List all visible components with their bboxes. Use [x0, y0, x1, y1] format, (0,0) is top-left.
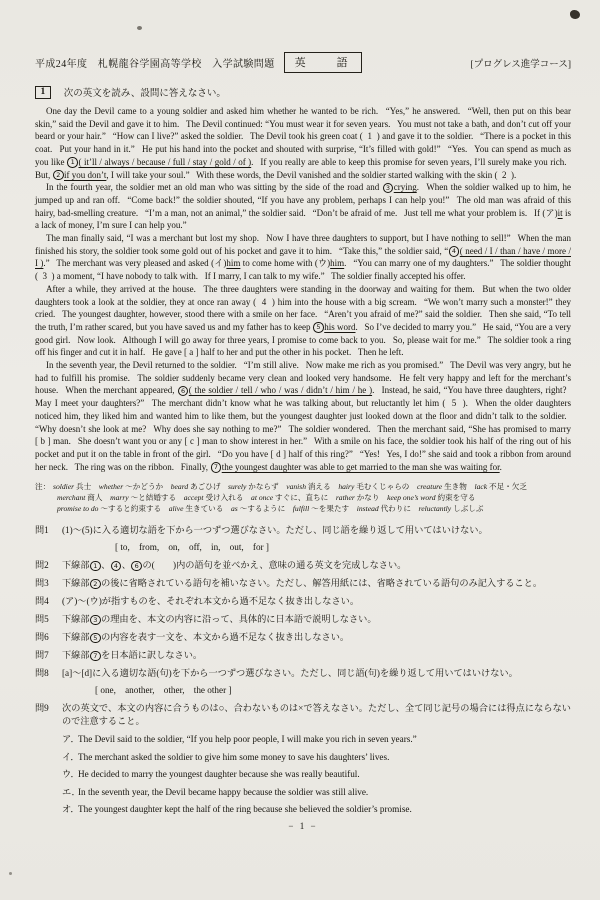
- question-8: [35, 667, 571, 680]
- question-text: 下線部 5 の内容を表す一文を、本文から過不足なく抜き出しなさい。: [62, 632, 350, 643]
- statement-text: In the seventh year, the Devil became happy because the soldier was still alive.: [78, 786, 369, 797]
- question-text: 下線部 1 、 4 、 6 の( )内の語句を並べかえ、意味の通る英文を完成しなさい。: [62, 560, 407, 571]
- passage-paragraph: In the seventh year, the Devil returned to the soldier. “I’m still alive. Now make me rich as you promised.” The Devil was very angry, but he had to fulfill his promise. The soldier suddenly became very clean and looked very handsome. He felt very happy and left for the merchant’s house. When the merchant appeared, 6 ( the soldier / tell / who / was / didn’t / him / he ). Instead, he said, “You have three daughters, right? May I meet your daughters?” The merchant didn’t know what he was talking about, but reluctantly let him ( 5 ). When the older daughters noticed him, they liked him and wanted him to like them, but the youngest daughter just looked down at the floor and didn’t talk to the soldier. “Why doesn’t she look at me? Why does she say nothing to me?” The soldier wondered. Then the merchant said, “She has promised to marry [ b ] man. She doesn’t want you or any [ c ] man to show interest in her.” With a smile on his face, the soldier took his half of the ring out of his pocket and put it on the table in front of the girl. “Do you have [ d ] half of this ring?” “Yes! Yes, I do!” she said and took a ribbon from around her neck. The ring was on the ribbon. Finally, 7 the youngest daughter was able to get married to the man she was waiting for.: [35, 360, 571, 472]
- notes-line: soldier 兵士 whether ～かどうか beard あごひげ surely かならず vanish 消える hairy 毛むくじゃらの creature 生き物 lack 不足・欠乏: [53, 482, 527, 492]
- subject-box: 英 語: [284, 52, 362, 73]
- statement-row: [35, 803, 571, 816]
- question-label: 問7: [35, 650, 49, 661]
- question-text: 下線部 2 の後に省略されている語句を補いなさい。ただし、解答用紙には、省略されている語句のみ記入すること。: [62, 578, 543, 589]
- header: [35, 52, 571, 73]
- section-number-box: 1: [35, 86, 51, 99]
- question-text: 下線部 3 の理由を、本文の内容に沿って、具体的に日本語で説明しなさい。: [62, 614, 377, 625]
- notes-line: promise to do ～すると約束する alive 生きている as ～するように fulfill ～を果たす instead 代わりに reluctantly しぶしぶ: [57, 504, 484, 514]
- notes-label: 注：: [35, 482, 51, 492]
- question-1-choices: [ to, from, on, off, in, out, for ]: [115, 542, 269, 553]
- page-content: [35, 0, 571, 831]
- question-5: [35, 613, 571, 626]
- question-text: 下線部 7 を日本語に訳しなさい。: [62, 650, 203, 661]
- question-6: [35, 631, 571, 644]
- question-label: 問6: [35, 632, 49, 643]
- statement-row: [35, 733, 571, 746]
- statement-row: [35, 768, 571, 781]
- question-9-statements: [35, 733, 571, 816]
- statement-label: ウ．: [62, 769, 80, 780]
- statement-label: ア．: [62, 734, 80, 745]
- question-label: 問8: [35, 668, 49, 679]
- question-label: 問9: [35, 703, 49, 714]
- question-label: 問3: [35, 578, 49, 589]
- section-heading: [35, 85, 571, 99]
- statement-text: The merchant asked the soldier to give him some money to save his daughters’ lives.: [78, 751, 390, 762]
- statement-text: The youngest daughter kept the half of the ring because she believed the soldier’s promise.: [78, 804, 412, 815]
- question-label: 問2: [35, 560, 49, 571]
- question-4: [35, 595, 571, 608]
- scan-artifact: [9, 872, 12, 875]
- notes-lines: [53, 482, 571, 515]
- statement-row: [35, 751, 571, 764]
- statement-text: The Devil said to the soldier, “If you help poor people, I will make you rich in seven years.”: [78, 734, 417, 745]
- question-7: [35, 649, 571, 662]
- question-label: 問5: [35, 614, 49, 625]
- scan-artifact: [570, 10, 580, 19]
- exam-title: 平成24年度 札幌龍谷学園高等学校 入学試験問題: [35, 59, 275, 70]
- statement-label: オ．: [62, 804, 80, 815]
- question-text: (ア)～(ウ)が指すものを、それぞれ本文から過不足なく抜き出しなさい。: [62, 596, 360, 607]
- questions-section: [35, 524, 571, 816]
- question-text: 次の英文で、本文の内容に合うものは○、合わないものは×で答えなさい。ただし、全て同じ記号の場合には得点にならないので注意すること。: [62, 703, 571, 727]
- question-label: 問1: [35, 525, 49, 536]
- vocabulary-notes: [35, 482, 571, 515]
- question-1: [35, 524, 571, 537]
- statement-text: He decided to marry the youngest daughter because she was really beautiful.: [78, 769, 360, 780]
- statement-label: イ．: [62, 751, 80, 762]
- passage-paragraph: One day the Devil came to a young soldier and asked him whether he wanted to be rich. “Yes,” he answered. “Well, then put on this bear skin,” said the Devil and gave it to him. The Devil continued: “You must wear it for seven years. You must not take a bath, and don’t cut off your beard or your hair.” “How can I live?” asked the soldier. The Devil took his green coat ( 1 ) and gave it to the soldier. “There is a pocket in this coat. Put your hand in it.” He put his hand into the pocket and shouted with surprise, “It’s filled with gold!” “Yes. You can spend as much as you like 1 ( it’ll / always / because / full / stay / gold / of ). If you really are able to keep this promise for seven years, I’ll surely make you rich. But, 2 if you don’t, I will take your soul.” With these words, the Devil vanished and the soldier started walking with the skin ( 2 ).: [35, 106, 571, 180]
- section-instruction: 次の英文を読み、設問に答えなさい。: [63, 89, 226, 99]
- passage-paragraph: The man finally said, “I was a merchant but lost my shop. Now I have three daughters to support, but I have nothing to sell!” When the man finished his story, the soldier took some gold out of his pocket and gave it to him. “Take this,” the soldier said, “ 4 ( need / I / than / have / more / I ).” The merchant was very pleased and asked (イ)him to come home with (ウ)him. “You can marry one of my daughters.” The soldier thought ( 3 ) a moment, “I have nobody to talk with. If I marry, I can talk to my wife.” The soldier finally accepted his offer.: [35, 233, 572, 282]
- question-3: [35, 577, 571, 590]
- question-8-choices: [ one, another, other, the other ]: [95, 685, 232, 696]
- statement-label: エ．: [62, 786, 81, 797]
- passage-paragraph: In the fourth year, the soldier met an old man who was sitting by the side of the road and 3 crying. When the soldier walked up to him, he jumped up and ran off. “Come back!” the soldier shouted, “If you have any problem, perhaps I can help you!” The old man was afraid of this hairy, bad-smelling creature. “I’m a man, not an animal,” the soldier said. “Don’t be afraid of me. Just tell me what your problem is. If (ア)it is a lack of money, I’m sure I can help you.”: [35, 182, 572, 231]
- course-label: [プログレス進学コース]: [470, 59, 571, 70]
- question-2: [35, 559, 571, 572]
- statement-row: [35, 786, 571, 799]
- page-number: − 1 −: [288, 821, 318, 832]
- reading-passage: [35, 105, 571, 473]
- question-text: (1)～(5)に入る適切な語を下から一つずつ選びなさい。ただし、同じ語を繰り返して用いてはいけない。: [62, 525, 488, 536]
- notes-line: merchant 商人 marry ～と結婚する accept 受け入れる at once すぐに、直ちに rather かなり keep one’s word 約束を守る: [57, 493, 476, 503]
- question-text: [a]～[d]に入る適切な語(句)を下から一つずつ選びなさい。ただし、同じ語(句)を繰り返して用いてはいけない。: [62, 668, 518, 679]
- question-label: 問4: [35, 596, 49, 607]
- passage-paragraph: After a while, they arrived at the house. The three daughters were standing in the doorway and waiting for them. But when the two older daughters took a look at the soldier, they at once ran away ( 4 ) him into the house with a big scream. “We won’t marry such a monster!” they cried. The youngest daughter, however, stood there with a smile on her face. “Aren’t you afraid of me?” said the soldier. Then she said, “To tell the truth, I’m rather scared, but you have saved us and my father has to keep 5 his word. So I’ve decided to marry you.” He said, “You are a very good girl. Now look. Although I will go away for three years, I promise to come back to you. So, please wait for me.” The soldier took a ring off his finger and cut it in half. He gave [ a ] half to her and put the other in his pocket. Then he left.: [35, 283, 572, 358]
- question-9: [35, 702, 571, 728]
